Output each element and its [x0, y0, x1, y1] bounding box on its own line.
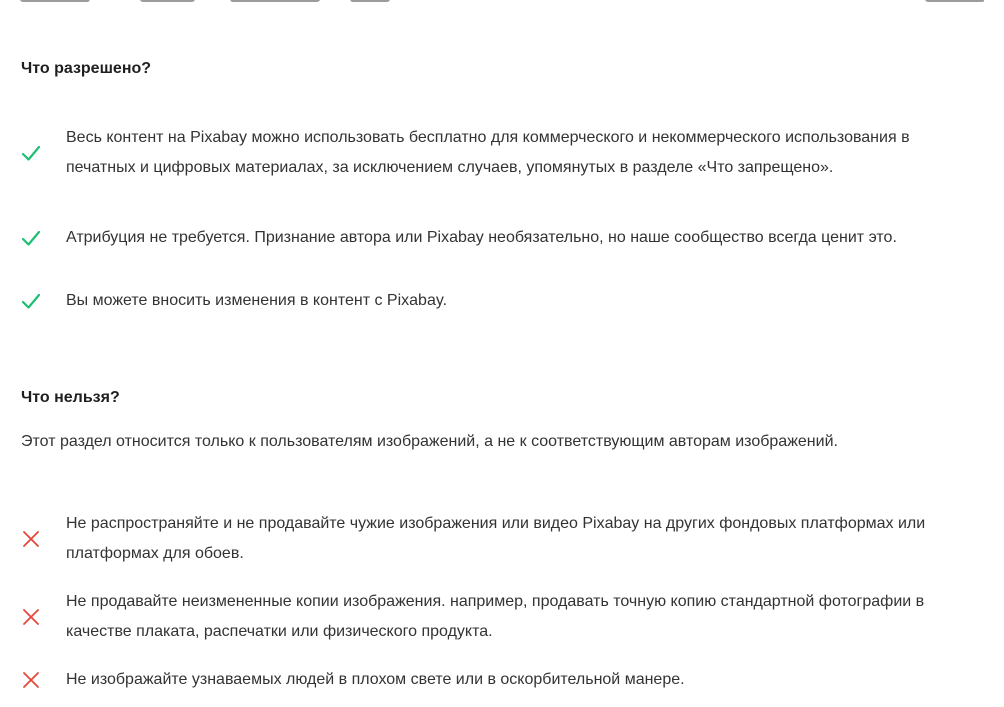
checkmark-icon [21, 291, 41, 311]
forbidden-list [21, 509, 981, 695]
list-item [21, 587, 981, 647]
allowed-item-text: Атрибуция не требуется. Признание автора или Pixabay необязательно, но наше сообщество всегда ценит это. [66, 229, 897, 246]
list-item [21, 509, 981, 569]
list-item [21, 665, 981, 695]
forbidden-intro: Этот раздел относится только к пользователям изображений, а не к соответствующим авторам изображений. [21, 433, 838, 450]
cross-icon [21, 670, 41, 690]
list-item [21, 208, 981, 268]
allowed-heading: Что разрешено? [21, 60, 152, 77]
clipped-previous-text [20, 0, 984, 10]
cross-icon [21, 607, 41, 627]
forbidden-item-text: Не продавайте неизмененные копии изображения. например, продавать точную копию стандартной фотографии в качестве плаката, распечатки или физического продукта. [66, 593, 925, 640]
forbidden-item-text: Не изображайте узнаваемых людей в плохом свете или в оскорбительной манере. [66, 671, 685, 688]
list-item [21, 108, 981, 198]
forbidden-item-text: Не распространяйте и не продавайте чужие изображения или видео Pixabay на других фондовых платформах или платформах для обоев. [66, 515, 926, 562]
checkmark-icon [21, 228, 41, 248]
forbidden-heading: Что нельзя? [21, 389, 120, 406]
allowed-list [21, 108, 981, 316]
cross-icon [21, 529, 41, 549]
list-item [21, 286, 981, 316]
checkmark-icon [21, 143, 41, 163]
allowed-item-text: Весь контент на Pixabay можно использовать бесплатно для коммерческого и некоммерческого использования в печатных и цифровых материалах, за исключением случаев, упомянутых в разделе «Что запрещено». [66, 129, 910, 176]
allowed-item-text: Вы можете вносить изменения в контент с Pixabay. [66, 292, 448, 309]
